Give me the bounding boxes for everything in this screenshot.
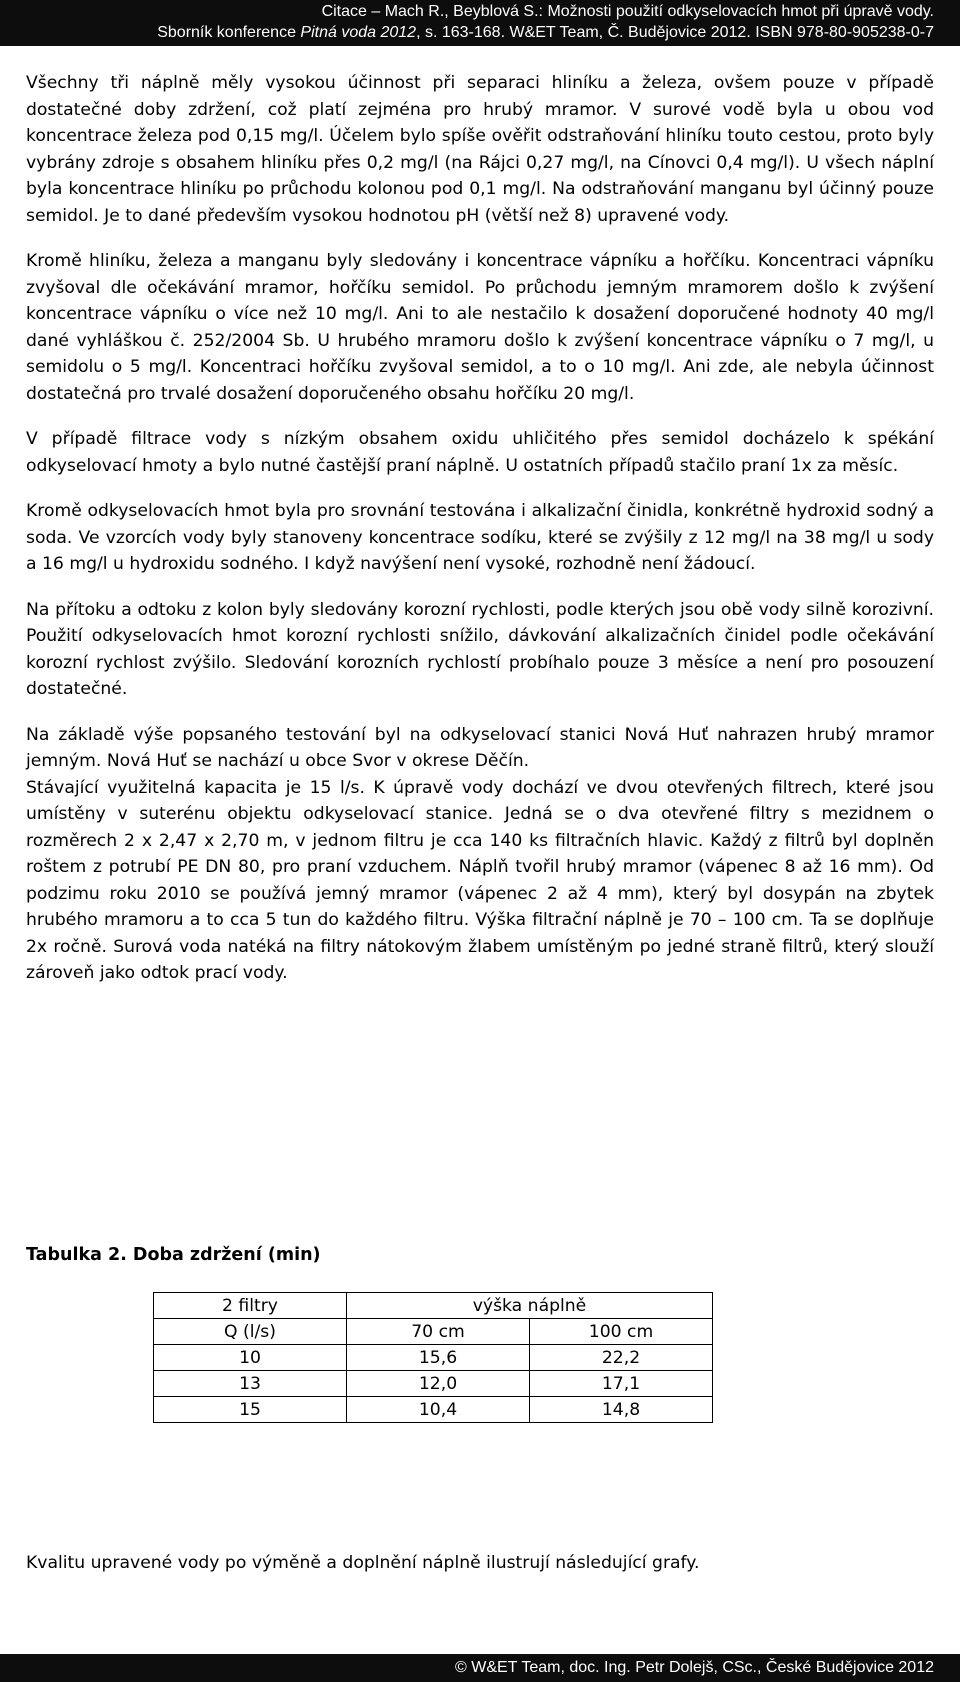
citation-prefix: Sborník konference xyxy=(157,24,301,41)
paragraph-7: Stávající využitelná kapacita je 15 l/s. K úpravě vody dochází ve dvou otevřených filtrech, které jsou umístěny v suterénu objektu odkyselovací stanice. Jedná se o dva otevřené filtry s mezidnem o rozměrech 2 x 2,47 x 2,70 m, v jednom filtru je cca 140 ks filtračních hlavic. Každý z filtrů byl doplněn roštem z potrubí PE DN 80, pro praní vzduchem. Náplň tvořil hrubý mramor (vápenec 8 až 16 mm). Od podzimu roku 2010 se používá jemný mramor (vápenec 2 až 4 mm), který byl dosypán na zbytek hrubého mramoru a to cca 5 tun do každého filtru. Výška filtrační náplně je 70 – 100 cm. Ta se doplňuje 2x ročně. Surová voda natéká na filtry nátokovým žlabem umístěným po jedné straně filtrů, který slouží zároveň jako odtok prací vody. xyxy=(26,777,934,983)
closing-sentence: Kvalitu upravené vody po výměně a doplnění náplně ilustrují následující grafy. xyxy=(26,1553,700,1573)
paragraph-6: Na základě výše popsaného testování byl na odkyselovací stanici Nová Huť nahrazen hrubý mramor jemným. Nová Huť se nachází u obce Svor v okrese Děčín. xyxy=(26,724,934,771)
table-subheader-row xyxy=(154,1319,713,1345)
table-row xyxy=(154,1345,713,1371)
paragraph-2: Kromě hliníku, železa a manganu byly sledovány i koncentrace vápníku a hořčíku. Koncentraci vápníku zvyšoval dle očekávání mramor, hořčíku semidol. Po průchodu jemným mramorem došlo k zvýšení koncentrace vápníku o více než 10 mg/l. Ani to ale nestačilo k dosažení doporučené hodnoty 40 mg/l dané vyhláškou č. 252/2004 Sb. U hrubého mramoru došlo k zvýšení koncentrace vápníku o 7 mg/l, u semidolu o 5 mg/l. Koncentraci hořčíku zvyšoval semidol, a to o 10 mg/l. Ani zde, ale nebyla účinnost dostatečná pro trvalé dosažení doporučeného obsahu hořčíku 20 mg/l. xyxy=(26,251,934,404)
table-caption: Tabulka 2. Doba zdržení (min) xyxy=(26,1245,321,1265)
header-flow: Q (l/s) xyxy=(154,1319,347,1345)
citation-suffix: , s. 163-168. W&ET Team, Č. Budějovice 2012. ISBN 978-80-905238-0-7 xyxy=(416,24,934,41)
table-header-row xyxy=(154,1293,713,1319)
citation-line-2 xyxy=(157,22,934,43)
cell-70: 10,4 xyxy=(347,1397,530,1423)
table-row xyxy=(154,1371,713,1397)
cell-flow: 10 xyxy=(154,1345,347,1371)
cell-70: 12,0 xyxy=(347,1371,530,1397)
citation-header xyxy=(0,0,960,46)
paragraph-4: Kromě odkyselovacích hmot byla pro srovnání testována i alkalizační činidla, konkrétně hydroxid sodný a soda. Ve vzorcích vody byly stanoveny koncentrace sodíku, které se zvýšily z 12 mg/l na 38 mg/l u sody a 16 mg/l u hydroxidu sodného. I když navýšení není vysoké, rozhodně není žádoucí. xyxy=(26,501,934,574)
article-body xyxy=(26,70,934,1006)
paragraph-5: Na přítoku a odtoku z kolon byly sledovány korozní rychlosti, podle kterých jsou obě vody silně korozivní. Použití odkyselovacích hmot korozní rychlosti snížilo, dávkování alkalizačních činidel podle očekávání korozní rychlost zvýšilo. Sledování korozních rychlostí probíhalo pouze 3 měsíce a není pro posouzení dostatečné. xyxy=(26,599,934,699)
cell-70: 15,6 xyxy=(347,1345,530,1371)
cell-100: 22,2 xyxy=(530,1345,713,1371)
footer-text: © W&ET Team, doc. Ing. Petr Dolejš, CSc., České Budějovice 2012 xyxy=(455,1659,934,1676)
cell-flow: 13 xyxy=(154,1371,347,1397)
footer xyxy=(0,1654,960,1682)
paragraph-3: V případě filtrace vody s nízkým obsahem oxidu uhličitého přes semidol docházelo k spékání odkyselovací hmoty a bylo nutné častější praní náplně. U ostatních případů stačilo praní 1x za měsíc. xyxy=(26,429,934,476)
table-row xyxy=(154,1397,713,1423)
header-fill-height: výška náplně xyxy=(347,1293,713,1319)
cell-100: 14,8 xyxy=(530,1397,713,1423)
citation-line-1: Citace – Mach R., Beyblová S.: Možnosti použití odkyselovacích hmot při úpravě vody. xyxy=(321,3,934,20)
cell-100: 17,1 xyxy=(530,1371,713,1397)
conference-name: Pitná voda 2012 xyxy=(300,24,417,41)
cell-flow: 15 xyxy=(154,1397,347,1423)
paragraph-1: Všechny tři náplně měly vysokou účinnost při separaci hliníku a železa, ovšem pouze v případě dostatečné doby zdržení, což platí zejména pro hrubý mramor. V surové vodě byla u obou vod koncentrace železa pod 0,15 mg/l. Účelem bylo spíše ověřit odstraňování hliníku touto cestou, proto byly vybrány zdroje s obsahem hliníku přes 0,2 mg/l (na Rájci 0,27 mg/l, na Cínovci 0,4 mg/l). U všech náplní byla koncentrace hliníku po průchodu kolonou pod 0,1 mg/l. Na odstraňování manganu byl účinný pouze semidol. Je to dané především vysokou hodnotou pH (větší než 8) upravené vody. xyxy=(26,73,934,226)
retention-time-table xyxy=(153,1292,713,1423)
header-100cm: 100 cm xyxy=(530,1319,713,1345)
header-filters: 2 filtry xyxy=(154,1293,347,1319)
header-70cm: 70 cm xyxy=(347,1319,530,1345)
